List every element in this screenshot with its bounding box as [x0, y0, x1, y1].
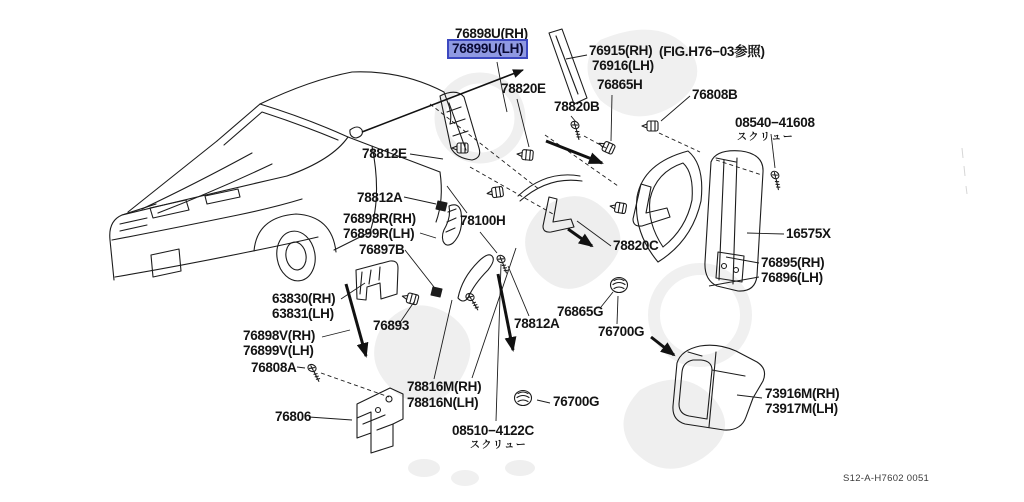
- arrow-down-center: [498, 274, 513, 350]
- part-label-76808B: 76808B: [692, 87, 738, 102]
- part-label-76808A: 76808A: [251, 360, 297, 375]
- diagram-code-stamp: S12-A-H7602 0051: [843, 473, 930, 484]
- part-label-76899R: 76899R(LH): [343, 226, 415, 241]
- arrow-down-left: [346, 284, 366, 356]
- mudflap-front-drawing: [356, 261, 398, 300]
- arrow-center: [546, 141, 602, 163]
- part-label-78820B: 78820B: [554, 99, 600, 114]
- bracket-76806-drawing: [357, 388, 403, 453]
- dark-clip-icons: [431, 201, 447, 297]
- trim-strip-drawing: [549, 29, 587, 104]
- part-label-78816M: 78816M(RH): [407, 379, 482, 394]
- part-label-76893: 76893: [373, 318, 410, 333]
- background-watermark: [374, 30, 967, 486]
- part-label-76897B: 76897B: [359, 242, 405, 257]
- part-label-78820C: 78820C: [613, 238, 659, 253]
- part-label-73917M: 73917M(LH): [765, 401, 838, 416]
- part-label-78812A-2: 78812A: [514, 316, 560, 331]
- part-label-16575X: 16575X: [786, 226, 831, 241]
- part-label-08510-4122C: 08510−4122C: [452, 423, 534, 438]
- part-label-78816N: 78816N(LH): [407, 395, 479, 410]
- part-label-63831: 63831(LH): [272, 306, 334, 321]
- part-label-76895: 76895(RH): [761, 255, 825, 270]
- part-label-76700G-1: 76700G: [598, 324, 645, 339]
- part-label-78820E: 78820E: [501, 81, 546, 96]
- part-label-76899U[interactable]: 76899U(LH): [449, 41, 526, 57]
- part-label-78812A-1: 78812A: [357, 190, 403, 205]
- part-label-76700G-2: 76700G: [553, 394, 600, 409]
- part-label-76898R: 76898R(RH): [343, 211, 416, 226]
- part-label-08540-41608: 08540−41608: [735, 115, 815, 130]
- part-label-76899V: 76899V(LH): [243, 343, 314, 358]
- part-label-08540-screw-caption: スクリュー: [737, 132, 795, 143]
- part-label-76865G: 76865G: [557, 304, 604, 319]
- part-label-76916: 76916(LH): [592, 58, 654, 73]
- part-label-73916M: 73916M(RH): [765, 386, 840, 401]
- part-label-76915: 76915(RH): [589, 43, 653, 58]
- part-label-63830: 63830(RH): [272, 291, 336, 306]
- grommet-icons: [515, 278, 628, 406]
- part-label-78100H: 78100H: [460, 213, 506, 228]
- part-label-76898V: 76898V(RH): [243, 328, 316, 343]
- part-label-08510-screw-caption: スクリュー: [470, 440, 528, 451]
- part-label-76865H: 76865H: [597, 77, 643, 92]
- part-label-76898U: 76898U(RH): [455, 26, 528, 41]
- part-label-78812E: 78812E: [362, 146, 407, 161]
- part-label-76896: 76896(LH): [761, 270, 823, 285]
- part-label-76806: 76806: [275, 409, 312, 424]
- part-label-fig-ref: (FIG.H76−03参照): [659, 44, 765, 59]
